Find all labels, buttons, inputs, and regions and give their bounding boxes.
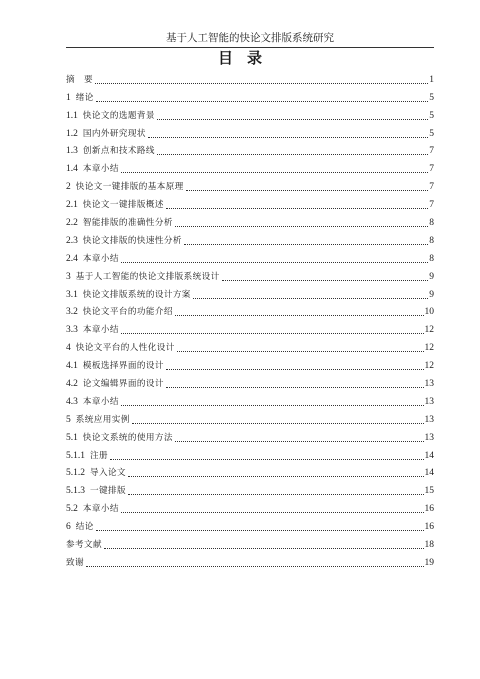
toc-entry-title: 模板选择界面的设计 (82, 361, 164, 372)
toc-entry-number: 2.3 (66, 235, 78, 246)
toc-entry-page: 12 (424, 343, 434, 354)
toc-entry-title: 论文编辑界面的设计 (82, 379, 164, 390)
toc-entry[interactable] (66, 265, 434, 283)
toc-entry-title: 注册 (90, 450, 108, 461)
toc-entry[interactable] (66, 211, 434, 229)
toc-entry[interactable] (66, 247, 434, 265)
toc-entry-number: 1.2 (66, 128, 78, 139)
toc-leader-dots (121, 171, 428, 173)
toc-entry-title: 快论文排版的快速性分析 (82, 235, 182, 246)
toc-entry-page: 7 (429, 146, 434, 157)
toc-leader-dots (177, 350, 424, 352)
toc-entry-number: 1.4 (66, 164, 78, 175)
toc-entry[interactable] (66, 301, 434, 319)
toc-entry-page: 10 (424, 307, 434, 318)
toc-entry-number: 1.1 (66, 110, 78, 121)
toc-entry-number: 3.1 (66, 289, 78, 300)
toc-leader-dots (128, 475, 424, 477)
toc-entry-title: 本章小结 (82, 325, 119, 336)
toc-leader-dots (86, 565, 424, 567)
toc-leader-dots (166, 207, 428, 209)
toc-entry-number: 4.2 (66, 379, 78, 390)
toc-leader-dots (132, 422, 424, 424)
toc-leader-dots (104, 547, 424, 549)
toc-entry-title: 本章小结 (82, 253, 119, 264)
toc-entry-page: 7 (429, 182, 434, 193)
toc-leader-dots (175, 314, 424, 316)
toc-entry-number: 5.1.2 (66, 468, 85, 479)
toc-entry-title: 结论 (75, 522, 94, 533)
toc-leader-dots (121, 511, 424, 513)
toc-entry[interactable] (66, 408, 434, 426)
toc-entry[interactable] (66, 426, 434, 444)
toc-leader-dots (95, 82, 428, 84)
toc-entry[interactable] (66, 318, 434, 336)
toc-entry[interactable] (66, 68, 434, 86)
toc-entry[interactable] (66, 551, 434, 569)
toc-entry-number: 2.1 (66, 200, 78, 211)
toc-entry-title: 一键排版 (90, 486, 126, 497)
toc-entry[interactable] (66, 140, 434, 158)
toc-entry[interactable] (66, 533, 434, 551)
toc-leader-dots (175, 225, 428, 227)
toc-leader-dots (175, 440, 424, 442)
toc-leader-dots (121, 404, 424, 406)
toc-entry[interactable] (66, 479, 434, 497)
toc-entry[interactable] (66, 193, 434, 211)
toc-entry-title: 快论文平台的人性化设计 (75, 343, 175, 354)
toc-entry-number: 1 (66, 92, 71, 103)
toc-entry-number: 3 (66, 271, 71, 282)
toc-entry-title: 本章小结 (82, 396, 119, 407)
toc-leader-dots (166, 386, 424, 388)
toc-entry-page: 8 (429, 253, 434, 264)
table-of-contents (66, 68, 434, 569)
toc-entry-title: 国内外研究现状 (82, 128, 146, 139)
toc-leader-dots (96, 100, 429, 102)
toc-entry-title: 本章小结 (82, 504, 119, 515)
toc-entry-number: 4.1 (66, 361, 78, 372)
toc-entry-title: 快论文一键排版概述 (82, 200, 164, 211)
toc-entry-number: 6 (66, 522, 71, 533)
toc-entry-number: 2 (66, 182, 71, 193)
toc-leader-dots (186, 189, 429, 191)
toc-entry[interactable] (66, 283, 434, 301)
toc-entry-title: 快论文系统的使用方法 (82, 432, 173, 443)
toc-entry-number: 5.1 (66, 432, 78, 443)
toc-entry-page: 14 (424, 468, 434, 479)
running-header: 基于人工智能的快论文排版系统研究 (166, 32, 334, 44)
toc-leader-dots (193, 297, 428, 299)
toc-entry-page: 9 (429, 289, 434, 300)
toc-leader-dots (157, 153, 428, 155)
toc-entry-title: 致谢 (66, 557, 84, 568)
toc-entry[interactable] (66, 336, 434, 354)
toc-entry-title: 导入论文 (90, 468, 126, 479)
toc-entry-number: 5.1.3 (66, 486, 85, 497)
toc-entry-page: 15 (424, 486, 434, 497)
toc-entry-number: 5 (66, 414, 71, 425)
toc-entry-page: 7 (429, 200, 434, 211)
toc-leader-dots (121, 261, 428, 263)
toc-entry-number: 5.1.1 (66, 450, 85, 461)
toc-entry-title: 参考文献 (66, 540, 102, 551)
toc-entry-page: 13 (424, 432, 434, 443)
toc-entry-page: 8 (429, 218, 434, 229)
toc-entry-page: 9 (429, 271, 434, 282)
toc-title: 目录 (217, 49, 276, 67)
toc-entry[interactable] (66, 444, 434, 462)
toc-entry-number: 3.2 (66, 307, 78, 318)
toc-entry-page: 13 (424, 379, 434, 390)
toc-entry-page: 13 (424, 414, 434, 425)
toc-entry-number: 4 (66, 343, 71, 354)
toc-leader-dots (128, 493, 424, 495)
toc-entry-title: 快论文平台的功能介绍 (82, 307, 173, 318)
toc-entry[interactable] (66, 354, 434, 372)
toc-entry-page: 13 (424, 396, 434, 407)
toc-leader-dots (148, 136, 428, 138)
toc-entry-number: 3.3 (66, 325, 78, 336)
toc-entry[interactable] (66, 462, 434, 480)
toc-entry[interactable] (66, 372, 434, 390)
toc-entry-page: 5 (429, 128, 434, 139)
toc-entry-page: 16 (424, 522, 434, 533)
toc-entry[interactable] (66, 515, 434, 533)
toc-entry[interactable] (66, 497, 434, 515)
toc-entry-number: 4.3 (66, 396, 78, 407)
toc-leader-dots (110, 458, 424, 460)
toc-entry-page: 14 (424, 450, 434, 461)
toc-entry-number: 1.3 (66, 146, 78, 157)
toc-leader-dots (157, 118, 428, 120)
toc-leader-dots (166, 368, 424, 370)
toc-entry-page: 5 (429, 92, 434, 103)
toc-entry-title: 基于人工智能的快论文排版系统设计 (75, 271, 220, 282)
toc-entry[interactable] (66, 175, 434, 193)
toc-entry-title: 创新点和技术路线 (82, 146, 155, 157)
toc-entry-number: 5.2 (66, 504, 78, 515)
toc-entry-title: 系统应用实例 (75, 414, 130, 425)
toc-entry-title: 绪论 (75, 92, 94, 103)
toc-entry-page: 12 (424, 325, 434, 336)
toc-entry[interactable] (66, 86, 434, 104)
toc-entry[interactable] (66, 104, 434, 122)
toc-entry-page: 8 (429, 235, 434, 246)
toc-entry-page: 5 (429, 110, 434, 121)
toc-leader-dots (222, 279, 429, 281)
toc-entry-title: 快论文一键排版的基本原理 (75, 182, 184, 193)
toc-entry-page: 7 (429, 164, 434, 175)
header-rule (66, 47, 434, 48)
toc-entry-number: 2.2 (66, 218, 78, 229)
toc-leader-dots (121, 332, 424, 334)
toc-entry-page: 12 (424, 361, 434, 372)
toc-leader-dots (184, 243, 428, 245)
toc-entry[interactable] (66, 229, 434, 247)
toc-entry[interactable] (66, 122, 434, 140)
toc-entry-title: 智能排版的准确性分析 (82, 218, 173, 229)
toc-entry-title: 本章小结 (82, 164, 119, 175)
toc-entry-page: 18 (424, 540, 434, 551)
toc-entry[interactable] (66, 157, 434, 175)
toc-entry-page: 16 (424, 504, 434, 515)
toc-entry-title: 快论文排版系统的设计方案 (82, 289, 191, 300)
toc-entry-number: 2.4 (66, 253, 78, 264)
toc-entry-page: 1 (429, 74, 434, 85)
toc-entry-page: 19 (424, 557, 434, 568)
toc-entry[interactable] (66, 390, 434, 408)
toc-entry-title: 快论文的选题背景 (82, 110, 155, 121)
toc-entry-title: 摘 要 (66, 74, 93, 85)
toc-leader-dots (96, 529, 424, 531)
